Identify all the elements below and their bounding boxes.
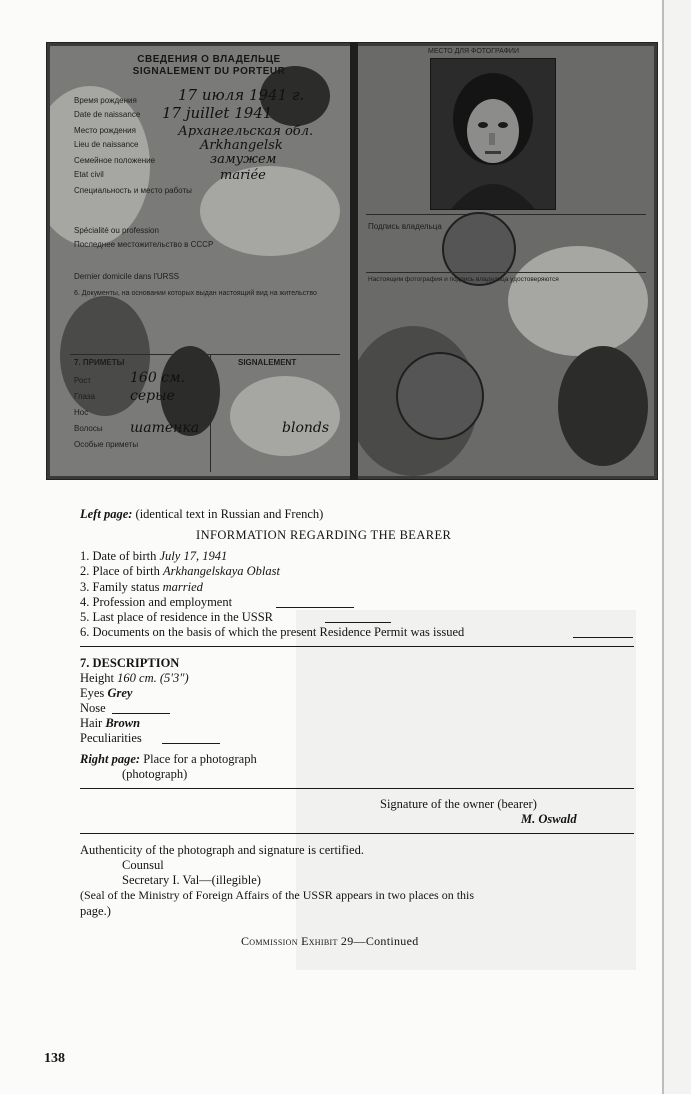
- passport-desc-handwriting: шатенка: [130, 420, 200, 436]
- right-page-label: Right page:: [80, 752, 141, 766]
- info-item-value: July 17, 1941: [159, 549, 228, 563]
- passport-label: Spécialité ou profession: [74, 226, 159, 235]
- description-label: Nose: [80, 701, 106, 715]
- passport-desc-label: Волосы: [74, 424, 103, 433]
- passport-label: 6. Документы, на основании которых выдан настоящий вид на жительство: [74, 290, 317, 297]
- description-value: 160 cm. (5'3"): [117, 671, 189, 685]
- description-value: Brown: [105, 716, 141, 730]
- description-value: Grey: [107, 686, 133, 700]
- passport-desc-heading: SIGNALEMENT: [238, 358, 297, 367]
- blank-line: [276, 607, 354, 608]
- photograph-note: (photograph): [122, 767, 188, 781]
- left-page-note: (identical text in Russian and French): [135, 507, 324, 521]
- right-page-note: Place for a photograph: [143, 752, 257, 766]
- left-page-label: Left page:: [80, 507, 133, 521]
- description-item: [80, 716, 140, 731]
- description-item: [80, 686, 132, 701]
- passport-label: Lieu de naissance: [74, 140, 139, 149]
- section-rule: [80, 833, 634, 834]
- info-heading: INFORMATION REGARDING THE BEARER: [196, 528, 452, 542]
- secretary-label: Secretary I. Val—(illegible): [122, 873, 261, 887]
- blank-line: [162, 743, 220, 744]
- passport-handwriting: Arkhangelsk: [200, 138, 283, 153]
- blank-line: [325, 622, 391, 623]
- description-label: Hair: [80, 716, 103, 730]
- signature-name: M. Oswald: [521, 812, 577, 826]
- passport-label: Последнее местожительство в СССР: [74, 240, 214, 249]
- info-item: [80, 625, 464, 640]
- info-item: [80, 549, 227, 564]
- passport-seal: [442, 212, 516, 286]
- passport-photo-label: МЕСТО ДЛЯ ФОТОГРАФИИ: [428, 48, 519, 55]
- passport-right-page: [358, 46, 654, 476]
- passport-desc-label: Глаза: [74, 392, 96, 401]
- passport-handwriting: замужем: [210, 152, 277, 167]
- seal-note-continued: page.): [80, 904, 111, 918]
- page-margin-strip: [664, 0, 691, 1094]
- passport-label: Место рождения: [74, 126, 136, 135]
- passport-heading-ru: СВЕДЕНИЯ О ВЛАДЕЛЬЦЕ: [137, 54, 281, 65]
- section-rule: [80, 646, 634, 647]
- info-item-value: married: [162, 580, 203, 594]
- info-item: [80, 595, 232, 610]
- passport-label: Etat civil: [74, 170, 104, 179]
- description-heading: 7. DESCRIPTION: [80, 656, 180, 670]
- passport-handwriting: 17 июля 1941 г.: [178, 86, 305, 104]
- exhibit-caption-name: Commission Exhibit 29: [241, 934, 354, 948]
- exhibit-caption: [241, 934, 419, 949]
- passport-label: Время рождения: [74, 96, 137, 105]
- section-rule: [80, 788, 634, 789]
- passport-holder-photo: [430, 58, 556, 210]
- counsul-label: Counsul: [122, 858, 164, 872]
- left-page-line: [80, 507, 323, 522]
- passport-left-heading: [104, 54, 314, 78]
- passport-spine: [350, 42, 358, 480]
- passport-desc-label: Особые приметы: [74, 440, 139, 449]
- right-page-line: [80, 752, 257, 767]
- passport-label: Date de naissance: [74, 110, 141, 119]
- passport-label: Dernier domicile dans l'URSS: [74, 272, 180, 281]
- authenticity-statement: Authenticity of the photograph and signature is certified.: [80, 843, 364, 857]
- description-label: Height: [80, 671, 115, 685]
- info-item-label: 5. Last place of residence in the USSR: [80, 610, 274, 624]
- passport-handwriting: mariée: [220, 168, 266, 183]
- passport-left-page: [50, 46, 350, 476]
- description-item: [80, 671, 189, 686]
- passport-desc-heading: 7. ПРИМЕТЫ: [74, 358, 125, 367]
- info-item-label: 1. Date of birth: [80, 549, 157, 563]
- info-item-label: 2. Place of birth: [80, 564, 160, 578]
- passport-handwriting: Архангельская обл.: [178, 124, 314, 139]
- passport-desc-handwriting: blonds: [282, 420, 330, 436]
- blank-line: [112, 713, 170, 714]
- info-item-value: Arkhangelskaya Oblast: [162, 564, 280, 578]
- blank-line: [573, 637, 633, 638]
- passport-desc-label: Нос: [74, 408, 89, 417]
- passport-heading-fr: SIGNALEMENT DU PORTEUR: [132, 66, 286, 77]
- info-item: [80, 564, 280, 579]
- seal-note: (Seal of the Ministry of Foreign Affairs of the USSR appears in two places on this: [80, 888, 475, 902]
- description-item: [80, 731, 142, 746]
- passport-desc-handwriting: серые: [130, 388, 175, 404]
- passport-label: Семейное положение: [74, 156, 156, 165]
- info-item-label: 4. Profession and employment: [80, 595, 233, 609]
- bleed-through-shading: [296, 610, 636, 970]
- page-edge: [662, 0, 664, 1094]
- exhibit-caption-suffix: —Continued: [353, 934, 419, 948]
- info-item-label: 3. Family status: [80, 580, 160, 594]
- signature-label: Signature of the owner (bearer): [380, 797, 537, 811]
- info-item-label: 6. Documents on the basis of which the present Residence Permit was issued: [80, 625, 465, 639]
- passport-handwriting: 17 juillet 1941: [162, 104, 273, 122]
- passport-photograph: [46, 42, 658, 480]
- passport-desc-label: Рост: [74, 376, 92, 385]
- passport-label: Специальность и место работы: [74, 186, 192, 195]
- passport-certification-label: Настоящим фотография и подпись владельца удостоверяются: [368, 276, 559, 283]
- page-number: 138: [44, 1051, 65, 1066]
- passport-desc-handwriting: 160 см.: [130, 370, 186, 386]
- passport-seal: [396, 352, 484, 440]
- info-item: [80, 610, 273, 625]
- description-item: [80, 701, 106, 716]
- info-item: [80, 580, 203, 595]
- description-label: Eyes: [80, 686, 105, 700]
- passport-signature-label: Подпись владельца: [368, 222, 442, 231]
- description-label: Peculiarities: [80, 731, 142, 745]
